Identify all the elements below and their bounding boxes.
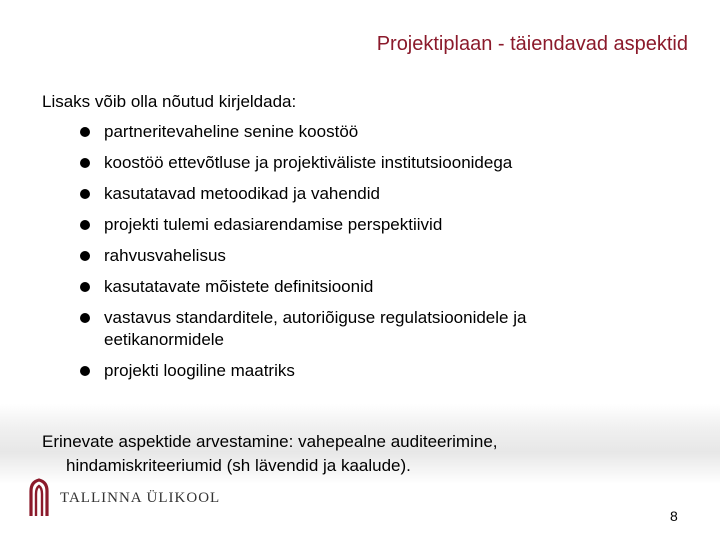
bullet-item	[80, 121, 640, 143]
logo-text: TALLINNA ÜLIKOOL	[60, 489, 221, 506]
bullet-text: vastavus standarditele, autoriõiguse regulatsioonidele ja eetikanormidele	[104, 308, 527, 349]
bullet-list	[80, 121, 640, 391]
bullet-icon	[80, 313, 90, 323]
bullet-text: projekti loogiline maatriks	[104, 361, 295, 380]
bullet-icon	[80, 251, 90, 261]
bullet-item	[80, 214, 640, 236]
page-number: 8	[670, 508, 678, 524]
bullet-item	[80, 152, 640, 174]
bullet-icon	[80, 127, 90, 137]
tallinn-university-logo-icon	[28, 478, 50, 518]
bullet-text: koostöö ettevõtluse ja projektiväliste institutsioonidega	[104, 153, 513, 172]
bullet-item	[80, 183, 640, 205]
summary-line-2: hindamiskriteeriumid (sh lävendid ja kaalude).	[66, 456, 411, 475]
bullet-icon	[80, 189, 90, 199]
bullet-text: projekti tulemi edasiarendamise perspektiivid	[104, 215, 443, 234]
bullet-text: kasutatavate mõistete definitsioonid	[104, 277, 374, 296]
summary-line-1: Erinevate aspektide arvestamine: vahepealne auditeerimine,	[42, 432, 498, 451]
bullet-icon	[80, 158, 90, 168]
university-logo	[28, 478, 220, 518]
bullet-item	[80, 245, 640, 267]
bullet-icon	[80, 366, 90, 376]
bullet-item	[80, 307, 640, 351]
bullet-text: rahvusvahelisus	[104, 246, 226, 265]
bullet-text: partneritevaheline senine koostöö	[104, 122, 359, 141]
bullet-icon	[80, 220, 90, 230]
bullet-item	[80, 276, 640, 298]
slide-title: Projektiplaan - täiendavad aspektid	[376, 33, 688, 55]
bullet-item	[80, 360, 640, 382]
summary-text	[42, 430, 692, 478]
bullet-icon	[80, 282, 90, 292]
bullet-text: kasutatavad metoodikad ja vahendid	[104, 184, 380, 203]
intro-text: Lisaks võib olla nõutud kirjeldada:	[42, 92, 297, 111]
